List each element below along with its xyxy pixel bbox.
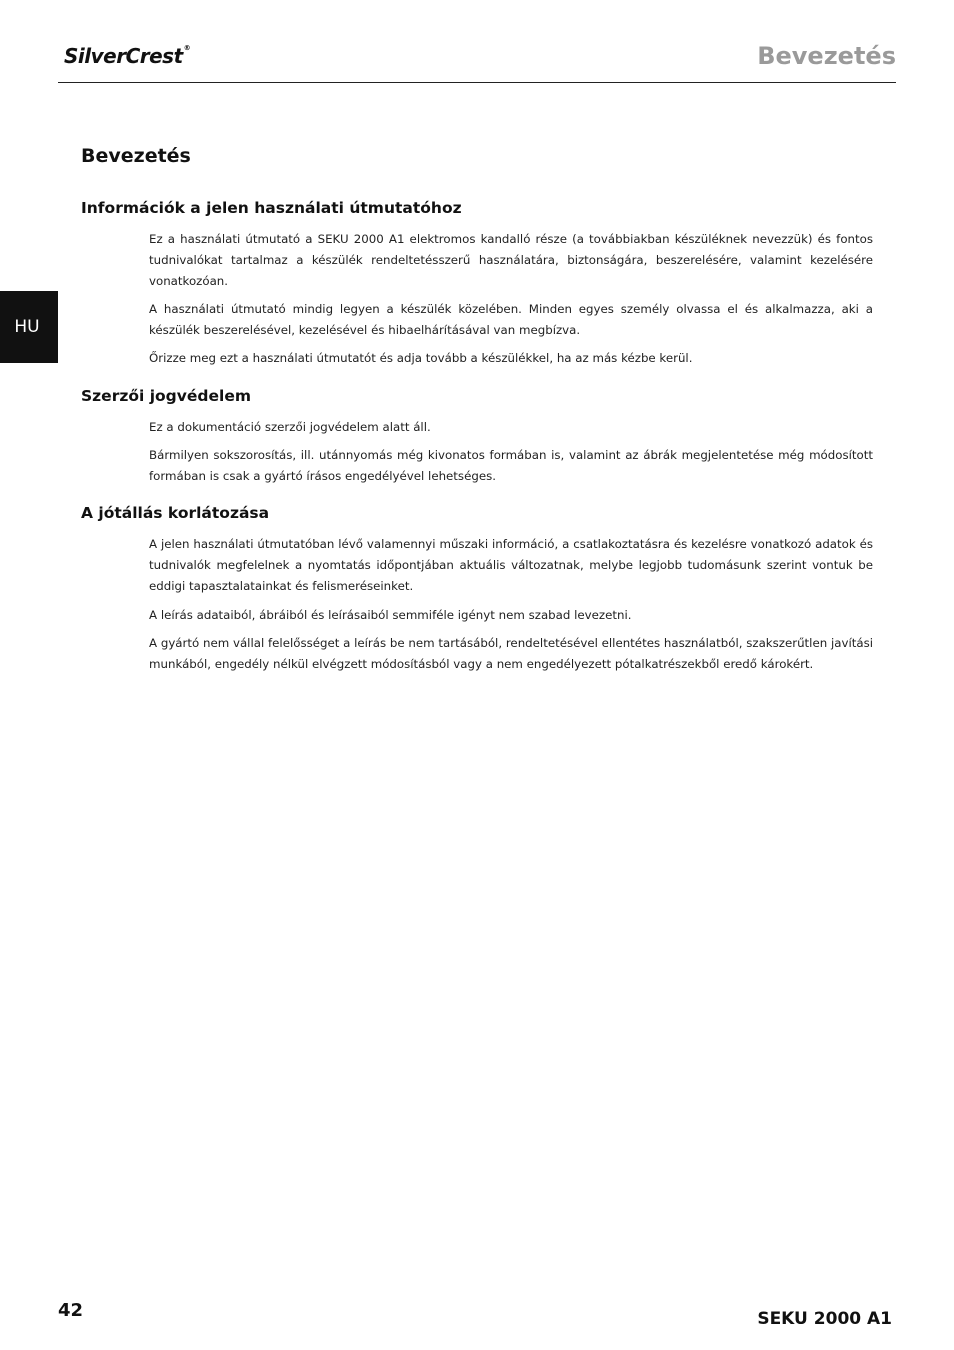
section-heading-copyright: Szerzői jogvédelem (81, 387, 251, 405)
paragraph: Ez a használati útmutató a SEKU 2000 A1 elektromos kandalló része (a továbbiakban készüléknek nevezzük) és fontos tudnivalókat tartalmaz a készülék rendeltetésszerű használatára, biztonságára, beszerelésére, valamint kezelésére vonatkozóan. (149, 232, 873, 288)
page-title: Bevezetés (81, 145, 191, 167)
paragraph: A használati útmutató mindig legyen a készülék közelében. Minden egyes személy olvassa el és alkalmazza, aki a készülék beszerelésével, kezelésével és hibaelhárításával van megbízva. (149, 302, 873, 337)
brand-logo-text: SilverCrest (64, 44, 183, 68)
language-tab: HU (0, 291, 58, 363)
section-heading-info: Információk a jelen használati útmutatóhoz (81, 199, 462, 217)
registered-mark: ® (183, 44, 191, 52)
paragraph: A leírás adataiból, ábráiból és leírásaiból semmiféle igényt nem szabad levezetni. (149, 608, 632, 622)
page-header (58, 36, 896, 83)
brand-logo (64, 44, 190, 68)
section-heading-warranty: A jótállás korlátozása (81, 504, 270, 522)
model-name: SEKU 2000 A1 (757, 1309, 892, 1329)
page-number: 42 (58, 1300, 84, 1321)
paragraph: Ez a dokumentáció szerzői jogvédelem alatt áll. (149, 420, 431, 434)
paragraph: Bármilyen sokszorosítás, ill. utánnyomás még kivonatos formában is, valamint az ábrák megjelentetése még módosított formában is csak a gyártó írásos engedélyével lehetséges. (149, 448, 873, 483)
paragraph: A jelen használati útmutatóban lévő valamennyi műszaki információ, a csatlakoztatásra és kezelésre vonatkozó adatok és tudnivalók megfelelnek a nyomtatás időpontjában aktuális változatnak, melybe legjobb tudomásunk szerint vontuk be eddigi tapasztalatainkat és felismeréseinket. (149, 537, 873, 593)
paragraph: A gyártó nem vállal felelősséget a leírás be nem tartásából, rendeltetésével ellentétes használatból, szakszerűtlen javítási munkából, engedély nélkül elvégzett módosításból vagy a nem engedélyezett pótalkatrészekből eredő károkért. (149, 636, 873, 671)
paragraph: Őrizze meg ezt a használati útmutatót és adja tovább a készülékkel, ha az más kézbe kerül. (149, 351, 693, 365)
header-section-title: Bevezetés (757, 42, 896, 70)
